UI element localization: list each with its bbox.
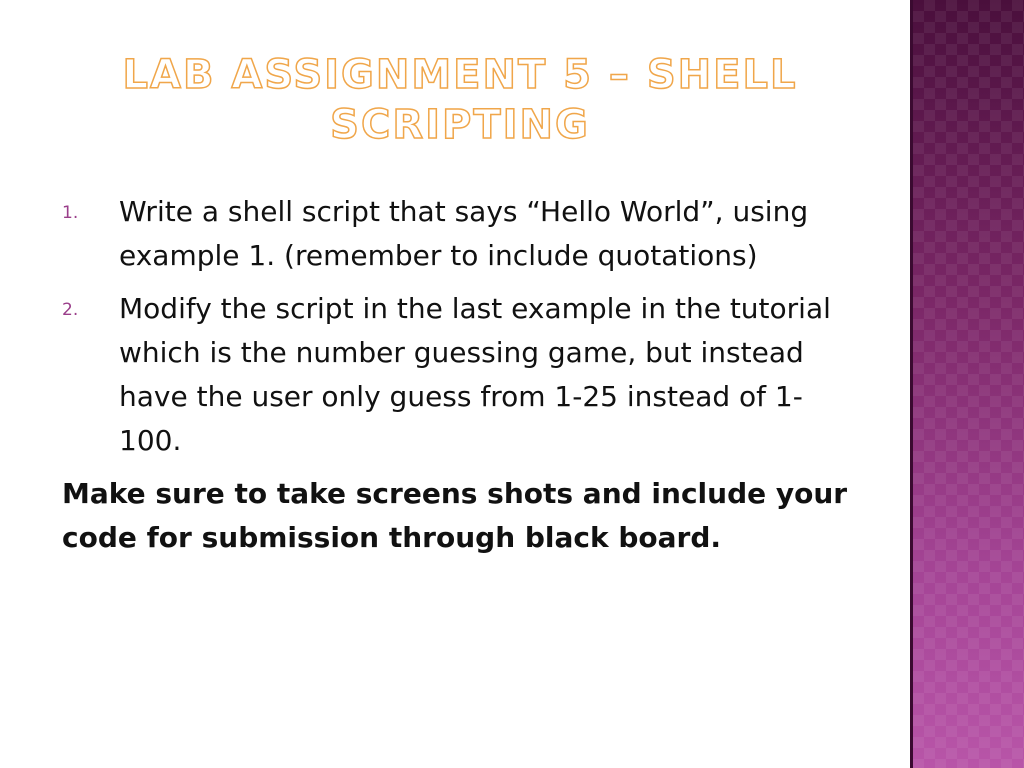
assignment-list: [62, 190, 862, 463]
submission-note: Make sure to take screens shots and include your code for submission through black board.: [62, 477, 848, 554]
decorative-sidebar: [910, 0, 1024, 768]
list-item-number: 2.: [62, 300, 79, 320]
list-item-text: Modify the script in the last example in the tutorial which is the number guessing game, but instead have the user only guess from 1-25 instead of 1-100.: [119, 292, 831, 457]
slide-title: LAB ASSIGNMENT 5 – SHELL SCRIPTING: [122, 52, 798, 148]
list-item: [62, 287, 862, 463]
sidebar-pattern: [913, 0, 1024, 768]
slide-content: [62, 190, 862, 560]
list-item: [62, 190, 862, 278]
list-item-text: Write a shell script that says “Hello World”, using example 1. (remember to include quotations): [119, 195, 809, 272]
list-item-number: 1.: [62, 203, 79, 223]
